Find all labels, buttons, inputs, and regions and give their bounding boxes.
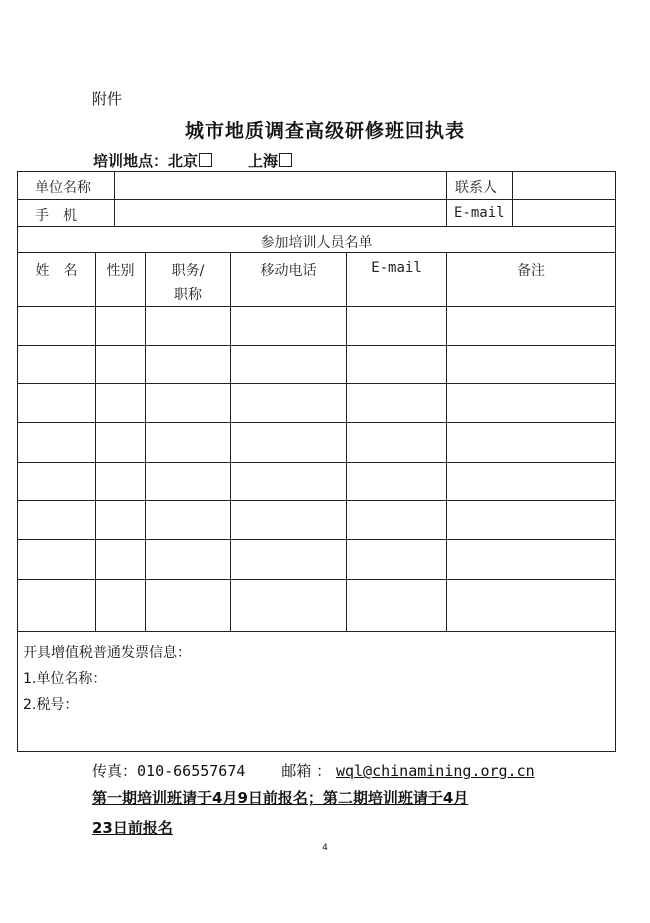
page-number: 4 (322, 843, 328, 853)
table-cell[interactable] (96, 384, 145, 422)
table-row (18, 501, 615, 539)
mail-label: 邮箱 ： (281, 762, 332, 780)
table-cell[interactable] (447, 580, 615, 631)
table-cell[interactable] (347, 540, 446, 579)
attachment-label: 附件 (92, 90, 123, 108)
location-option-shanghai: 上海 (248, 152, 279, 170)
table-cell[interactable] (231, 580, 346, 631)
table-cell[interactable] (18, 463, 95, 500)
table-cell[interactable] (146, 463, 230, 500)
table-cell[interactable] (231, 423, 346, 462)
invoice-heading: 开具增值税普通发票信息： (23, 645, 191, 661)
email-link[interactable]: wql@chinamining.org.cn (335, 762, 535, 780)
table-cell[interactable] (231, 501, 346, 539)
table-cell[interactable] (18, 307, 95, 345)
invoice-tax-id: 2.税号： (23, 697, 79, 713)
table-row (18, 463, 615, 500)
table-cell[interactable] (347, 463, 446, 500)
table-cell[interactable] (146, 580, 230, 631)
table-cell[interactable] (447, 540, 615, 579)
table-cell[interactable] (231, 384, 346, 422)
invoice-org-name: 1.单位名称： (23, 671, 107, 687)
table-cell[interactable] (347, 501, 446, 539)
column-name: 姓 名 (35, 263, 78, 279)
table-cell[interactable] (447, 463, 615, 500)
table-cell[interactable] (18, 580, 95, 631)
table-row (18, 307, 615, 345)
contact-person-label: 联系人 (455, 180, 497, 196)
table-row (18, 540, 615, 579)
deadline-note-line2: 23日前报名 (92, 819, 173, 837)
table-cell[interactable] (347, 423, 446, 462)
table-cell[interactable] (447, 307, 615, 345)
table-row (18, 384, 615, 422)
deadline-note-line1: 第一期培训班请于4月9日前报名；第二期培训班请于4月 (92, 789, 469, 807)
table-cell[interactable] (18, 384, 95, 422)
fax-number: 010-66557674 (137, 762, 246, 780)
column-remarks: 备注 (517, 263, 545, 279)
table-cell[interactable] (146, 346, 230, 383)
fax-label: 传真： (92, 762, 138, 780)
location-option-beijing: 北京 (168, 152, 199, 170)
contact-person-field[interactable] (514, 173, 614, 198)
phone-field[interactable] (116, 201, 444, 225)
email-field[interactable] (514, 201, 614, 225)
table-cell[interactable] (347, 307, 446, 345)
email-label: E-mail (454, 205, 505, 221)
table-cell[interactable] (447, 384, 615, 422)
column-mobile: 移动电话 (260, 263, 317, 279)
table-cell[interactable] (18, 423, 95, 462)
table-cell[interactable] (347, 346, 446, 383)
table-cell[interactable] (231, 463, 346, 500)
org-name-label: 单位名称 (35, 180, 91, 196)
table-cell[interactable] (447, 501, 615, 539)
column-title: 职称 (174, 287, 202, 303)
table-cell[interactable] (146, 384, 230, 422)
phone-label: 手 机 (35, 208, 77, 224)
page-title: 城市地质调查高级研修班回执表 (184, 120, 465, 142)
table-cell[interactable] (96, 346, 145, 383)
table-cell[interactable] (96, 307, 145, 345)
roster-title: 参加培训人员名单 (260, 235, 373, 251)
column-email: E-mail (371, 260, 422, 276)
table-row (18, 423, 615, 462)
contact-line (92, 760, 535, 781)
org-name-field[interactable] (116, 173, 444, 198)
table-cell[interactable] (447, 423, 615, 462)
table-row (18, 346, 615, 383)
table-cell[interactable] (231, 540, 346, 579)
table-cell[interactable] (18, 540, 95, 579)
table-cell[interactable] (146, 501, 230, 539)
table-cell[interactable] (96, 463, 145, 500)
table-cell[interactable] (96, 580, 145, 631)
table-cell[interactable] (146, 307, 230, 345)
table-cell[interactable] (447, 346, 615, 383)
location-label: 培训地点： (93, 152, 169, 170)
table-cell[interactable] (231, 307, 346, 345)
table-cell[interactable] (96, 540, 145, 579)
table-cell[interactable] (96, 501, 145, 539)
table-row (18, 580, 615, 631)
table-cell[interactable] (18, 346, 95, 383)
table-cell[interactable] (347, 580, 446, 631)
table-cell[interactable] (18, 501, 95, 539)
table-cell[interactable] (231, 346, 346, 383)
table-cell[interactable] (146, 423, 230, 462)
table-cell[interactable] (347, 384, 446, 422)
table-cell[interactable] (96, 423, 145, 462)
table-cell[interactable] (146, 540, 230, 579)
column-position: 职务/ (171, 263, 205, 279)
column-gender: 性别 (106, 263, 135, 279)
